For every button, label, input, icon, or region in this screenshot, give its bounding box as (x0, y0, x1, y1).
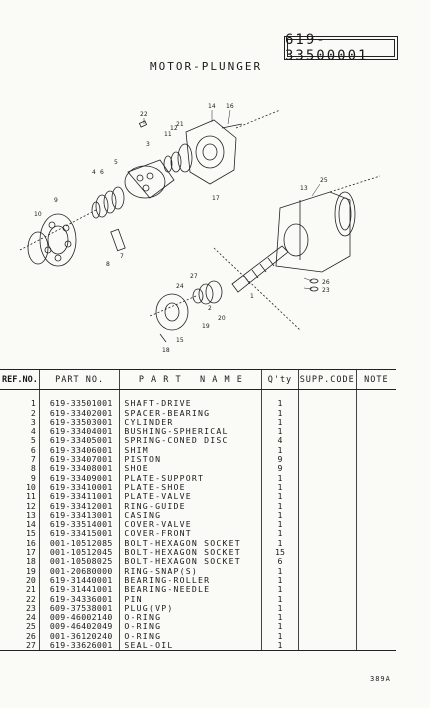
spring-rings-part (92, 187, 124, 218)
supp-code-cell (298, 567, 356, 576)
ref-cell: 1 (30, 398, 36, 409)
part-name-cell: SHAFT-DRIVE (120, 399, 262, 408)
supp-code-cell (298, 595, 356, 604)
supp-code-cell (298, 548, 356, 557)
ref-cell: 13 (25, 509, 36, 520)
supp-code-cell (298, 427, 356, 436)
ref-cell: 18 (25, 556, 36, 567)
supp-code-cell (298, 576, 356, 585)
ref-cell: 11 (25, 491, 36, 502)
supp-code-cell (298, 502, 356, 511)
ref-cell: 20 (25, 574, 36, 585)
note-cell (356, 520, 396, 529)
qty-cell: 1 (262, 632, 298, 641)
ref-cell: 3 (30, 416, 36, 427)
note-cell (356, 436, 396, 445)
callout-label: 22 (140, 111, 148, 118)
note-cell (356, 595, 396, 604)
part-name-cell: CASING (120, 511, 262, 520)
col-header-ref: REF.NO. (0, 370, 39, 390)
part-no-cell: 009-46002140 (39, 613, 120, 622)
note-cell (356, 567, 396, 576)
note-cell (356, 622, 396, 631)
note-cell (356, 455, 396, 464)
part-name-cell: COVER-VALVE (120, 520, 262, 529)
note-cell (356, 492, 396, 501)
qty-cell: 1 (262, 474, 298, 483)
ref-cell: 19 (25, 565, 36, 576)
callout-labels (34, 103, 330, 354)
note-cell (356, 529, 396, 538)
callout-label: 16 (226, 103, 234, 110)
ref-cell: 21 (25, 584, 36, 595)
qty-cell: 9 (262, 464, 298, 473)
part-no-cell: 619-33514001 (39, 520, 120, 529)
part-name-cell: O-RING (120, 613, 262, 622)
callout-label: 23 (322, 287, 330, 294)
qty-cell: 1 (262, 483, 298, 492)
supp-code-cell (298, 520, 356, 529)
callout-label: 10 (34, 211, 42, 218)
table-header-row (0, 370, 396, 390)
note-cell (356, 548, 396, 557)
part-no-cell: 619-33413001 (39, 511, 120, 520)
part-no-cell: 619-33501001 (39, 399, 120, 408)
exploded-view-diagram (0, 80, 430, 365)
qty-cell: 1 (262, 576, 298, 585)
callout-label: 4 (92, 169, 96, 176)
note-cell (356, 576, 396, 585)
callout-label: 15 (176, 337, 184, 344)
part-name-cell: PLUG(VP) (120, 604, 262, 613)
supp-code-cell (298, 585, 356, 594)
part-no-cell: 001-20680000 (39, 567, 120, 576)
part-name-cell: SPRING-CONED DISC (120, 436, 262, 445)
ref-cell: 8 (30, 463, 36, 474)
col-header-part-name: P A R T N A M E (120, 370, 262, 390)
qty-cell: 4 (262, 436, 298, 445)
pin-part (139, 121, 146, 127)
col-header-qty: Q'ty (262, 370, 298, 390)
callout-label: 13 (300, 185, 308, 192)
part-name-cell: RING-GUIDE (120, 502, 262, 511)
note-cell (356, 418, 396, 427)
qty-cell: 1 (262, 409, 298, 418)
ref-cell: 22 (25, 593, 36, 604)
part-no-cell: 001-10512085 (39, 539, 120, 548)
callout-label: 7 (120, 253, 124, 260)
callout-label: 21 (176, 121, 184, 128)
note-cell (356, 427, 396, 436)
supp-code-cell (298, 632, 356, 641)
part-name-cell: PLATE-VALVE (120, 492, 262, 501)
part-name-cell: RING-SNAP(S) (120, 567, 262, 576)
supp-code-cell (298, 529, 356, 538)
part-name-cell: CYLINDER (120, 418, 262, 427)
parts-table (0, 369, 396, 651)
qty-cell: 15 (262, 548, 298, 557)
bolt-part (160, 334, 166, 342)
front-cover-part (156, 294, 188, 330)
callout-label: 25 (320, 177, 328, 184)
qty-cell: 1 (262, 418, 298, 427)
part-name-cell: PIN (120, 595, 262, 604)
part-name-cell: SHIM (120, 446, 262, 455)
part-name-cell: BOLT-HEXAGON SOCKET (120, 557, 262, 566)
supp-code-cell (298, 436, 356, 445)
note-cell (356, 409, 396, 418)
callout-label: 9 (54, 197, 58, 204)
note-cell (356, 502, 396, 511)
part-no-cell: 619-33408001 (39, 464, 120, 473)
callout-label: 6 (100, 169, 104, 176)
part-code-box (284, 32, 398, 64)
ref-cell: 16 (25, 537, 36, 548)
part-name-cell: COVER-FRONT (120, 529, 262, 538)
qty-cell: 1 (262, 427, 298, 436)
part-name-cell: BEARING-NEEDLE (120, 585, 262, 594)
supp-code-cell (298, 622, 356, 631)
note-cell (356, 585, 396, 594)
qty-cell: 1 (262, 529, 298, 538)
piston-part (111, 229, 125, 251)
ref-cell: 12 (25, 500, 36, 511)
qty-cell: 1 (262, 641, 298, 651)
col-header-supp-code: SUPP.CODE (298, 370, 356, 390)
part-no-cell: 619-33409001 (39, 474, 120, 483)
qty-cell: 1 (262, 622, 298, 631)
callout-label: 5 (114, 159, 118, 166)
ref-cell: 5 (30, 435, 36, 446)
qty-cell: 1 (262, 446, 298, 455)
callout-label: 1 (250, 293, 254, 300)
part-no-cell: 009-46402049 (39, 622, 120, 631)
callout-label: 20 (218, 315, 226, 322)
supp-code-cell (298, 604, 356, 613)
bearing-set-part (193, 281, 222, 304)
qty-cell: 6 (262, 557, 298, 566)
callout-label: 27 (190, 273, 198, 280)
assembly-title: MOTOR-PLUNGER (150, 60, 263, 73)
callout-label: 8 (106, 261, 110, 268)
qty-cell: 9 (262, 455, 298, 464)
ref-cell: 17 (25, 547, 36, 558)
part-no-cell: 619-33411001 (39, 492, 120, 501)
cylinder-part (125, 160, 174, 198)
supp-code-cell (298, 409, 356, 418)
qty-cell: 1 (262, 585, 298, 594)
supp-code-cell (298, 446, 356, 455)
part-no-cell: 619-33503001 (39, 418, 120, 427)
spacer-cell (356, 390, 396, 400)
part-name-cell: BEARING-ROLLER (120, 576, 262, 585)
supp-code-cell (298, 557, 356, 566)
ref-cell: 15 (25, 528, 36, 539)
callout-label: 19 (202, 323, 210, 330)
ref-cell: 4 (30, 426, 36, 437)
part-no-cell: 619-31440001 (39, 576, 120, 585)
part-name-cell: SPACER-BEARING (120, 409, 262, 418)
assembly-part-number: 619-33500001 (285, 32, 369, 64)
part-name-cell: SHOE (120, 464, 262, 473)
supp-code-cell (298, 483, 356, 492)
shoe-plate-part (28, 214, 76, 266)
part-name-cell: PLATE-SHOE (120, 483, 262, 492)
page-number: 389A (370, 675, 391, 683)
part-no-cell: 001-10512045 (39, 548, 120, 557)
part-no-cell: 619-33410001 (39, 483, 120, 492)
qty-cell: 1 (262, 502, 298, 511)
ref-cell: 23 (25, 602, 36, 613)
part-no-cell: 619-34336001 (39, 595, 120, 604)
part-no-cell: 001-10508025 (39, 557, 120, 566)
col-header-part-no: PART NO. (39, 370, 120, 390)
spacer-cell (298, 390, 356, 400)
callout-label: 12 (170, 125, 178, 132)
supp-code-cell (298, 455, 356, 464)
part-no-cell: 619-33405001 (39, 436, 120, 445)
part-no-cell: 619-33404001 (39, 427, 120, 436)
note-cell (356, 557, 396, 566)
note-cell (356, 604, 396, 613)
drive-shaft-part (232, 246, 288, 292)
supp-code-cell (298, 399, 356, 408)
qty-cell: 1 (262, 567, 298, 576)
part-name-cell: BUSHING-SPHERICAL (120, 427, 262, 436)
part-no-cell: 619-33415001 (39, 529, 120, 538)
qty-cell: 1 (262, 539, 298, 548)
note-cell (356, 483, 396, 492)
qty-cell: 1 (262, 399, 298, 408)
qty-cell: 1 (262, 613, 298, 622)
part-name-cell: PLATE-SUPPORT (120, 474, 262, 483)
callout-label: 3 (146, 141, 150, 148)
note-cell (356, 613, 396, 622)
note-cell (356, 399, 396, 408)
supp-code-cell (298, 641, 356, 651)
col-header-note: NOTE (356, 370, 396, 390)
supp-code-cell (298, 539, 356, 548)
part-no-cell: 619-33406001 (39, 446, 120, 455)
callout-label: 17 (212, 195, 220, 202)
ref-cell: 14 (25, 519, 36, 530)
callout-label: 11 (164, 131, 172, 138)
supp-code-cell (298, 511, 356, 520)
part-no-cell: 619-31441001 (39, 585, 120, 594)
part-no-cell: 619-33402001 (39, 409, 120, 418)
callout-label: 2 (208, 305, 212, 312)
note-cell (356, 446, 396, 455)
callout-label: 18 (162, 347, 170, 354)
qty-cell: 1 (262, 520, 298, 529)
part-no-cell: 619-33407001 (39, 455, 120, 464)
ref-cell: 6 (30, 444, 36, 455)
note-cell (356, 632, 396, 641)
note-cell (356, 511, 396, 520)
callout-label: 14 (208, 103, 216, 110)
part-name-cell: BOLT-HEXAGON SOCKET (120, 539, 262, 548)
part-name-cell: SEAL-OIL (120, 641, 262, 651)
part-no-cell: 001-36120240 (39, 632, 120, 641)
ref-cell: 27 (0, 641, 39, 651)
qty-cell: 1 (262, 595, 298, 604)
ref-cell: 25 (25, 621, 36, 632)
callout-label: 24 (176, 283, 184, 290)
qty-cell: 1 (262, 492, 298, 501)
part-no-cell: 609-37538001 (39, 604, 120, 613)
ref-cell: 7 (30, 454, 36, 465)
ref-cell: 26 (25, 630, 36, 641)
casing-part (276, 192, 355, 272)
note-cell (356, 641, 396, 651)
table-row (0, 641, 396, 651)
valve-cover-part (186, 120, 242, 184)
supp-code-cell (298, 418, 356, 427)
note-cell (356, 474, 396, 483)
supp-code-cell (298, 492, 356, 501)
supp-code-cell (298, 474, 356, 483)
part-name-cell: O-RING (120, 622, 262, 631)
callout-label: 26 (322, 279, 330, 286)
part-no-cell: 619-33412001 (39, 502, 120, 511)
supp-code-cell (298, 464, 356, 473)
note-cell (356, 464, 396, 473)
axis-lines (20, 110, 380, 330)
ref-cell: 2 (30, 407, 36, 418)
part-name-cell: PISTON (120, 455, 262, 464)
supp-code-cell (298, 613, 356, 622)
ref-cell: 24 (25, 612, 36, 623)
parts-table-body (0, 390, 396, 651)
qty-cell: 1 (262, 604, 298, 613)
part-no-cell: 619-33626001 (39, 641, 120, 651)
note-cell (356, 539, 396, 548)
part-name-cell: O-RING (120, 632, 262, 641)
ref-cell: 10 (25, 481, 36, 492)
qty-cell: 1 (262, 511, 298, 520)
part-name-cell: BOLT-HEXAGON SOCKET (120, 548, 262, 557)
ref-cell: 9 (30, 472, 36, 483)
